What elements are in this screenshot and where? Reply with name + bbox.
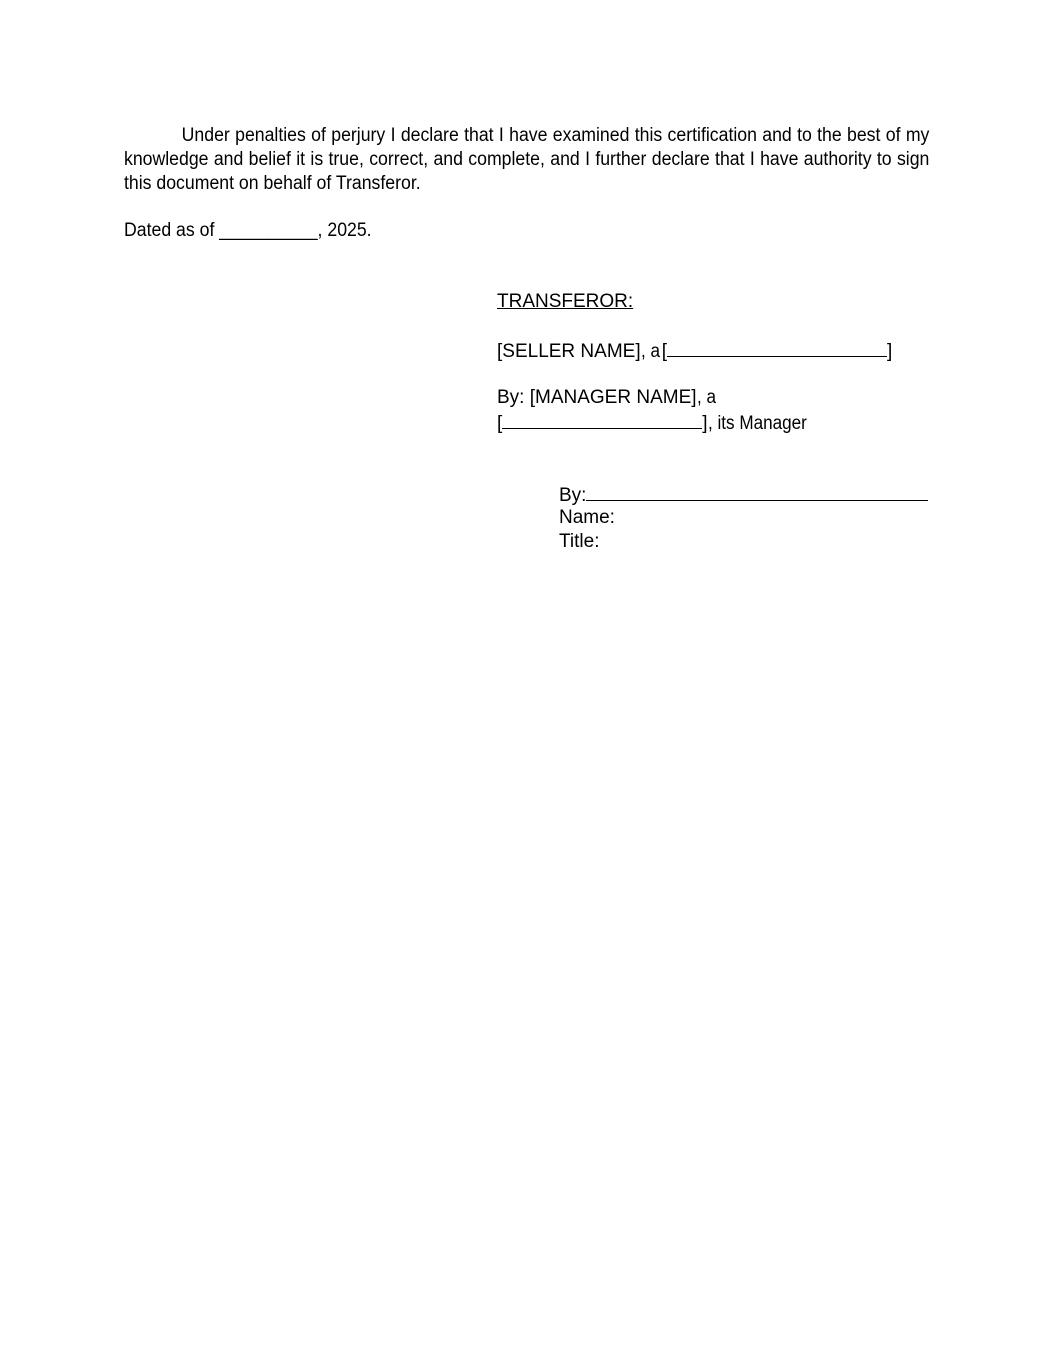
seller-joiner: , a [640,341,660,362]
dated-prefix: Dated as of [124,220,215,241]
dated-blank: __________ [219,220,318,241]
manager-joiner: , a [696,387,716,408]
transferor-heading: TRANSFEROR: [497,291,634,312]
manager-open-bracket: [ [497,413,503,434]
dated-suffix: , 2025. [317,220,372,241]
seller-open-bracket: [ [661,341,668,362]
its-manager-text: , its Manager [707,413,807,434]
manager-by: By: [MANAGER NAME] [497,387,697,408]
dated-line [124,219,372,243]
manager-entity-line [497,410,817,436]
signer-block [559,482,928,554]
seller-name: [SELLER NAME] [497,341,641,362]
seller-close-bracket: ] [887,341,893,362]
signer-by-label: By: [559,485,587,506]
seller-entity-blank [667,338,887,357]
seller-line [497,338,892,364]
signer-name-label: Name: [559,507,615,528]
manager-entity-blank [502,410,702,429]
signature-line [586,482,928,501]
manager-line [497,386,718,410]
signer-by-row [559,482,928,506]
signer-title-label: Title: [559,531,600,552]
declaration-paragraph: Under penalties of perjury I declare that I have examined this certification and to the best of my knowledge and belief it is true, correct, and complete, and I further declare that I have authority to sign this document on behalf of Transferor. [124,125,930,194]
manager-close-bracket: ] [702,413,708,434]
